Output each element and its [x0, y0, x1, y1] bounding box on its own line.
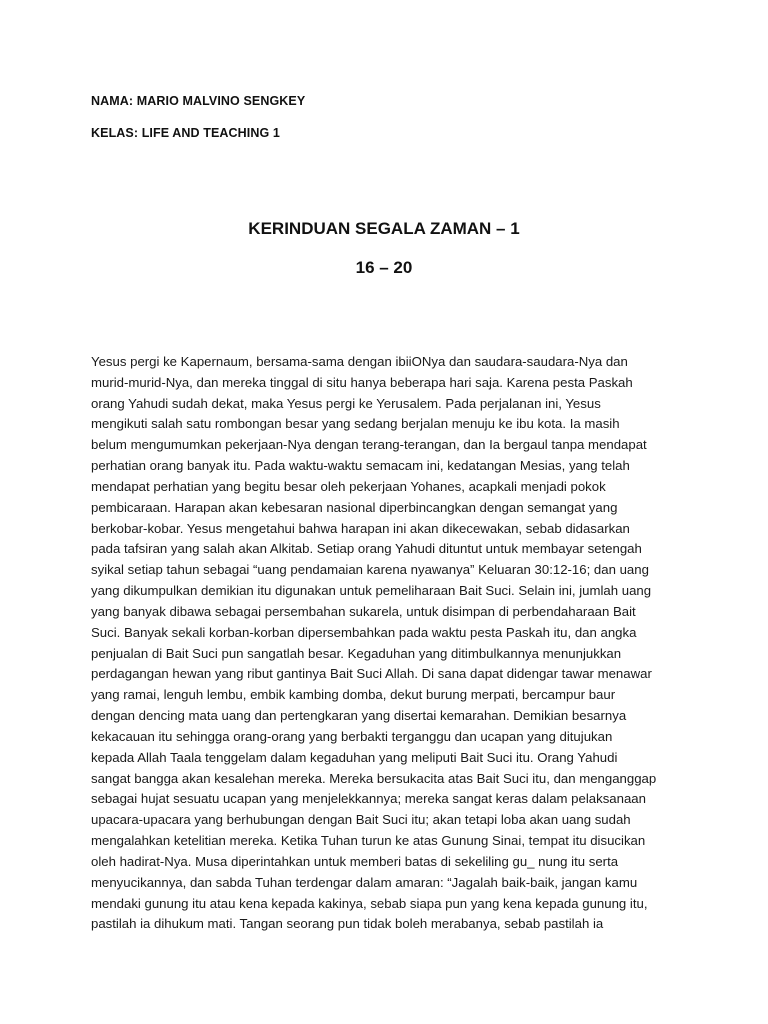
body-line: kepada Allah Taala tenggelam dalam kegaduhan yang meliputi Bait Suci itu. Orang Yahudi	[91, 749, 618, 765]
body-line: mendapat perhatian yang begitu besar oleh pekerjaan Yohanes, acapkali menjadi pokok	[91, 478, 606, 494]
body-line: berkobar-kobar. Yesus mengetahui bahwa harapan ini akan dikecewakan, sebab didasarkan	[91, 520, 630, 536]
body-line: pada tafsiran yang salah akan Alkitab. Setiap orang Yahudi dituntut untuk membayar setengah	[91, 541, 642, 557]
body-line: belum mengumumkan pekerjaan-Nya dengan terang-terangan, dan Ia bergaul tanpa mendapat	[91, 437, 647, 453]
document-title: KERINDUAN SEGALA ZAMAN – 1	[248, 219, 520, 238]
body-line: pastilah ia dihukum mati. Tangan seorang pun tidak boleh merabanya, sebab pastilah ia	[91, 916, 604, 932]
body-line: oleh hadirat-Nya. Musa diperintahkan untuk memberi batas di sekeliling gu_ nung itu serta	[91, 853, 619, 869]
body-paragraph	[91, 352, 691, 935]
body-line: sebagai hujat sesuatu ucapan yang menjelekkannya; mereka sangat keras dalam pelaksanaan	[91, 791, 646, 807]
body-line: dengan dencing mata uang dan pertengkaran yang disertai kemarahan. Demikian besarnya	[91, 708, 627, 724]
body-line: sangat bangga akan kesalehan mereka. Mereka bersukacita atas Bait Suci itu, dan menganggap	[91, 770, 657, 786]
body-line: penjualan di Bait Suci pun sangatlah besar. Kegaduhan yang ditimbulkannya menunjukkan	[91, 645, 622, 661]
body-line: menyucikannya, dan sabda Tuhan terdengar dalam amaran: “Jagalah baik-baik, jangan kamu	[91, 874, 638, 890]
body-line: mengalahkan ketelitian mereka. Ketika Tuhan turun ke atas Gunung Sinai, tempat itu disucikan	[91, 833, 646, 849]
body-line: upacara-upacara yang berhubungan dengan Bait Suci itu; akan tetapi loba akan uang sudah	[91, 812, 631, 828]
body-line: yang dikumpulkan demikian itu digunakan untuk pemeliharaan Bait Suci. Selain ini, jumlah uang	[91, 583, 652, 599]
student-class: KELAS: LIFE AND TEACHING 1	[91, 126, 280, 140]
body-line: kekacauan itu sehingga orang-orang yang berbakti terganggu dan ucapan yang ditujukan	[91, 728, 613, 744]
body-line: Yesus pergi ke Kapernaum, bersama-sama dengan ibiiONya dan saudara-saudara-Nya dan	[91, 354, 628, 369]
body-line: murid-murid-Nya, dan mereka tinggal di situ hanya beberapa hari saja. Karena pesta Paskah	[91, 374, 633, 390]
document-page-range: 16 – 20	[355, 258, 413, 277]
body-line: perhatian orang banyak itu. Pada waktu-waktu semacam ini, kedatangan Mesias, yang telah	[91, 458, 630, 474]
student-name: NAMA: MARIO MALVINO SENGKEY	[91, 94, 306, 108]
body-line: mendaki gunung itu atau kena kepada kakinya, sebab siapa pun yang kena kepada gunung itu,	[91, 895, 648, 911]
body-line: perdagangan hewan yang ribut gantinya Bait Suci Allah. Di sana dapat didengar tawar menawar	[91, 666, 652, 682]
body-line: syikal setiap tahun sebagai “uang pendamaian karena nyawanya” Keluaran 30:12-16; dan uang	[91, 562, 649, 578]
body-line: orang Yahudi sudah dekat, maka Yesus pergi ke Yerusalem. Pada perjalanan ini, Yesus	[91, 395, 601, 411]
body-line: pembicaraan. Harapan akan kebesaran nasional diperbincangkan dengan semangat yang	[91, 499, 618, 515]
body-line: mengikuti salah satu rombongan besar yang sedang berjalan menuju ke ibu kota. Ia masih	[91, 416, 620, 432]
body-line: Suci. Banyak sekali korban-korban dipersembahkan pada waktu pesta Paskah itu, dan angka	[91, 624, 637, 640]
body-line: yang ramai, lenguh lembu, embik kambing domba, dekut burung merpati, bercampur baur	[91, 687, 616, 703]
body-line: yang banyak dibawa sebagai persembahan sukarela, untuk disimpan di perbendaharaan Bait	[91, 603, 636, 619]
